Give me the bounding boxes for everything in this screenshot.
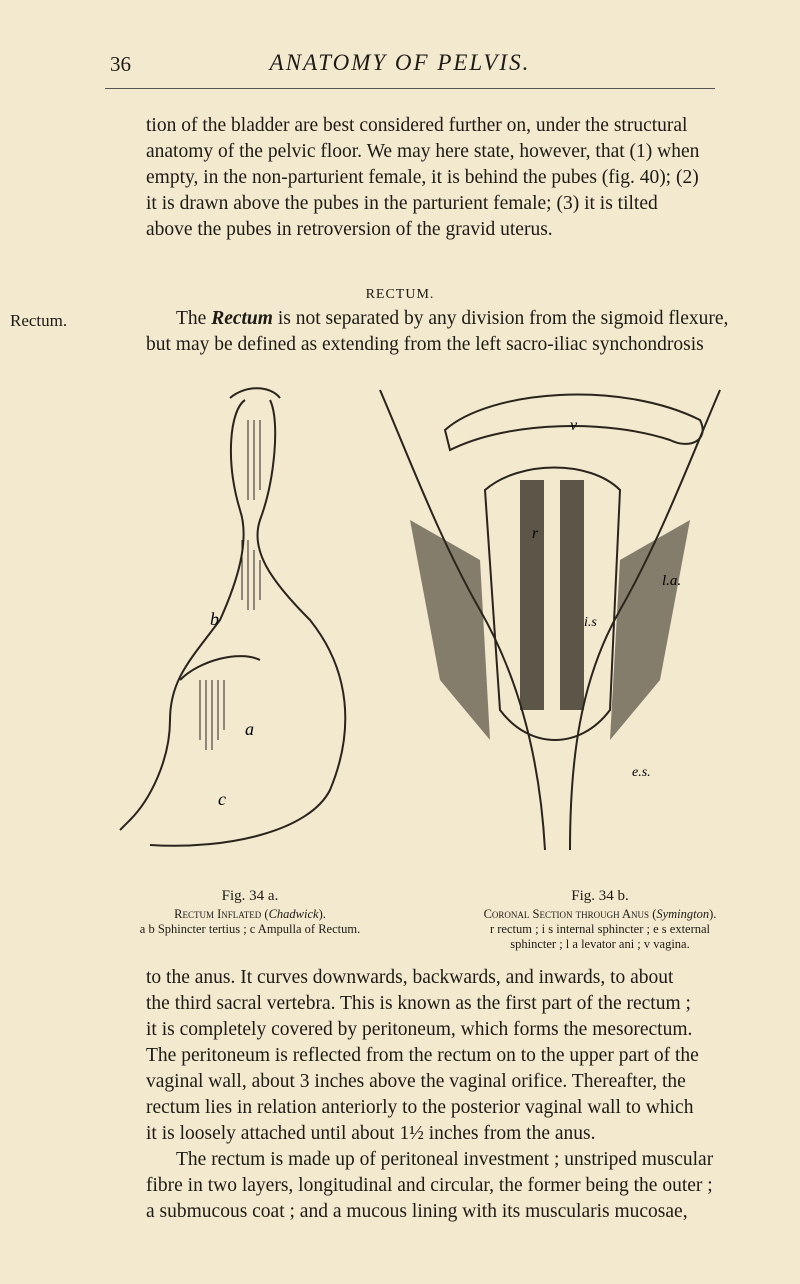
figure-label: l.a. <box>662 573 682 589</box>
emphasized-term: Rectum <box>211 308 273 329</box>
page-number: 36 <box>110 52 131 76</box>
figure-34b-caption-line: sphincter ; l a levator ani ; v vagina. <box>510 937 690 951</box>
caption-author: Chadwick <box>268 907 319 921</box>
figure-34b-illustration <box>370 380 730 870</box>
figure-label: e.s. <box>632 765 651 780</box>
text: The <box>176 308 212 329</box>
paragraph-line: a submucous coat ; and a mucous lining with its muscularis mucosae, <box>146 1201 688 1222</box>
caption-title: Rectum Inflated <box>174 907 262 921</box>
paragraph-line: but may be defined as extending from the left sacro-iliac synchondrosis <box>146 334 704 355</box>
figure-label: a <box>245 719 254 739</box>
figure-34b-caption-line: r rectum ; i s internal sphincter ; e s external <box>489 922 711 936</box>
paragraph-line: tion of the bladder are best considered further on, under the structural <box>146 115 688 136</box>
paragraph-line: empty, in the non-parturient female, it is behind the pubes (fig. 40); (2) <box>146 167 699 188</box>
paragraph-line: the third sacral vertebra. This is known as the first part of the rectum ; <box>146 993 691 1014</box>
figure-34a-caption: Rectum Inflated (Chadwick). <box>174 907 326 921</box>
caption-title: Coronal Section through Anus <box>483 907 650 921</box>
paragraph-line: it is drawn above the pubes in the parturient female; (3) it is tilted <box>146 193 658 214</box>
figure-34b-title: Fig. 34 b. <box>571 888 629 904</box>
section-heading: RECTUM. <box>365 287 435 302</box>
figure-34a-illustration <box>110 380 370 870</box>
margin-note: Rectum. <box>10 311 68 330</box>
paragraph-line: rectum lies in relation anteriorly to the posterior vaginal wall to which <box>146 1097 694 1118</box>
figure-label: c <box>218 789 226 809</box>
paragraph-line: The peritoneum is reflected from the rectum on to the upper part of the <box>146 1045 699 1066</box>
figure-label: b <box>210 609 219 629</box>
figure-label: v <box>570 417 578 434</box>
paragraph-line: above the pubes in retroversion of the gravid uterus. <box>146 219 553 240</box>
caption-author: Symington <box>656 907 710 921</box>
paragraph-line: fibre in two layers, longitudinal and circular, the former being the outer ; <box>146 1175 713 1196</box>
header-rule <box>105 88 715 89</box>
paragraph-line: to the anus. It curves downwards, backwards, and inwards, to about <box>146 967 674 988</box>
paragraph-line: anatomy of the pelvic floor. We may here state, however, that (1) when <box>146 141 700 162</box>
figure-label: r <box>532 525 539 542</box>
paragraph-line: The rectum is made up of peritoneal investment ; unstriped muscular <box>176 1149 714 1170</box>
text: is not separated by any division from the sigmoid flexure, <box>272 308 729 329</box>
paragraph-line <box>176 308 728 330</box>
running-title: ANATOMY OF PELVIS. <box>269 50 531 75</box>
paragraph-line: it is completely covered by peritoneum, which forms the mesorectum. <box>146 1019 693 1040</box>
paragraph-line: it is loosely attached until about 1½ inches from the anus. <box>146 1123 596 1144</box>
figure-34b-caption: Coronal Section through Anus (Symington). <box>483 907 717 921</box>
figure-34a-title: Fig. 34 a. <box>221 888 279 904</box>
figure-34a-caption-line: a b Sphincter tertius ; c Ampulla of Rectum. <box>139 922 361 936</box>
figure-label: i.s <box>584 615 597 630</box>
paragraph-line: vaginal wall, about 3 inches above the vaginal orifice. Thereafter, the <box>146 1071 686 1092</box>
